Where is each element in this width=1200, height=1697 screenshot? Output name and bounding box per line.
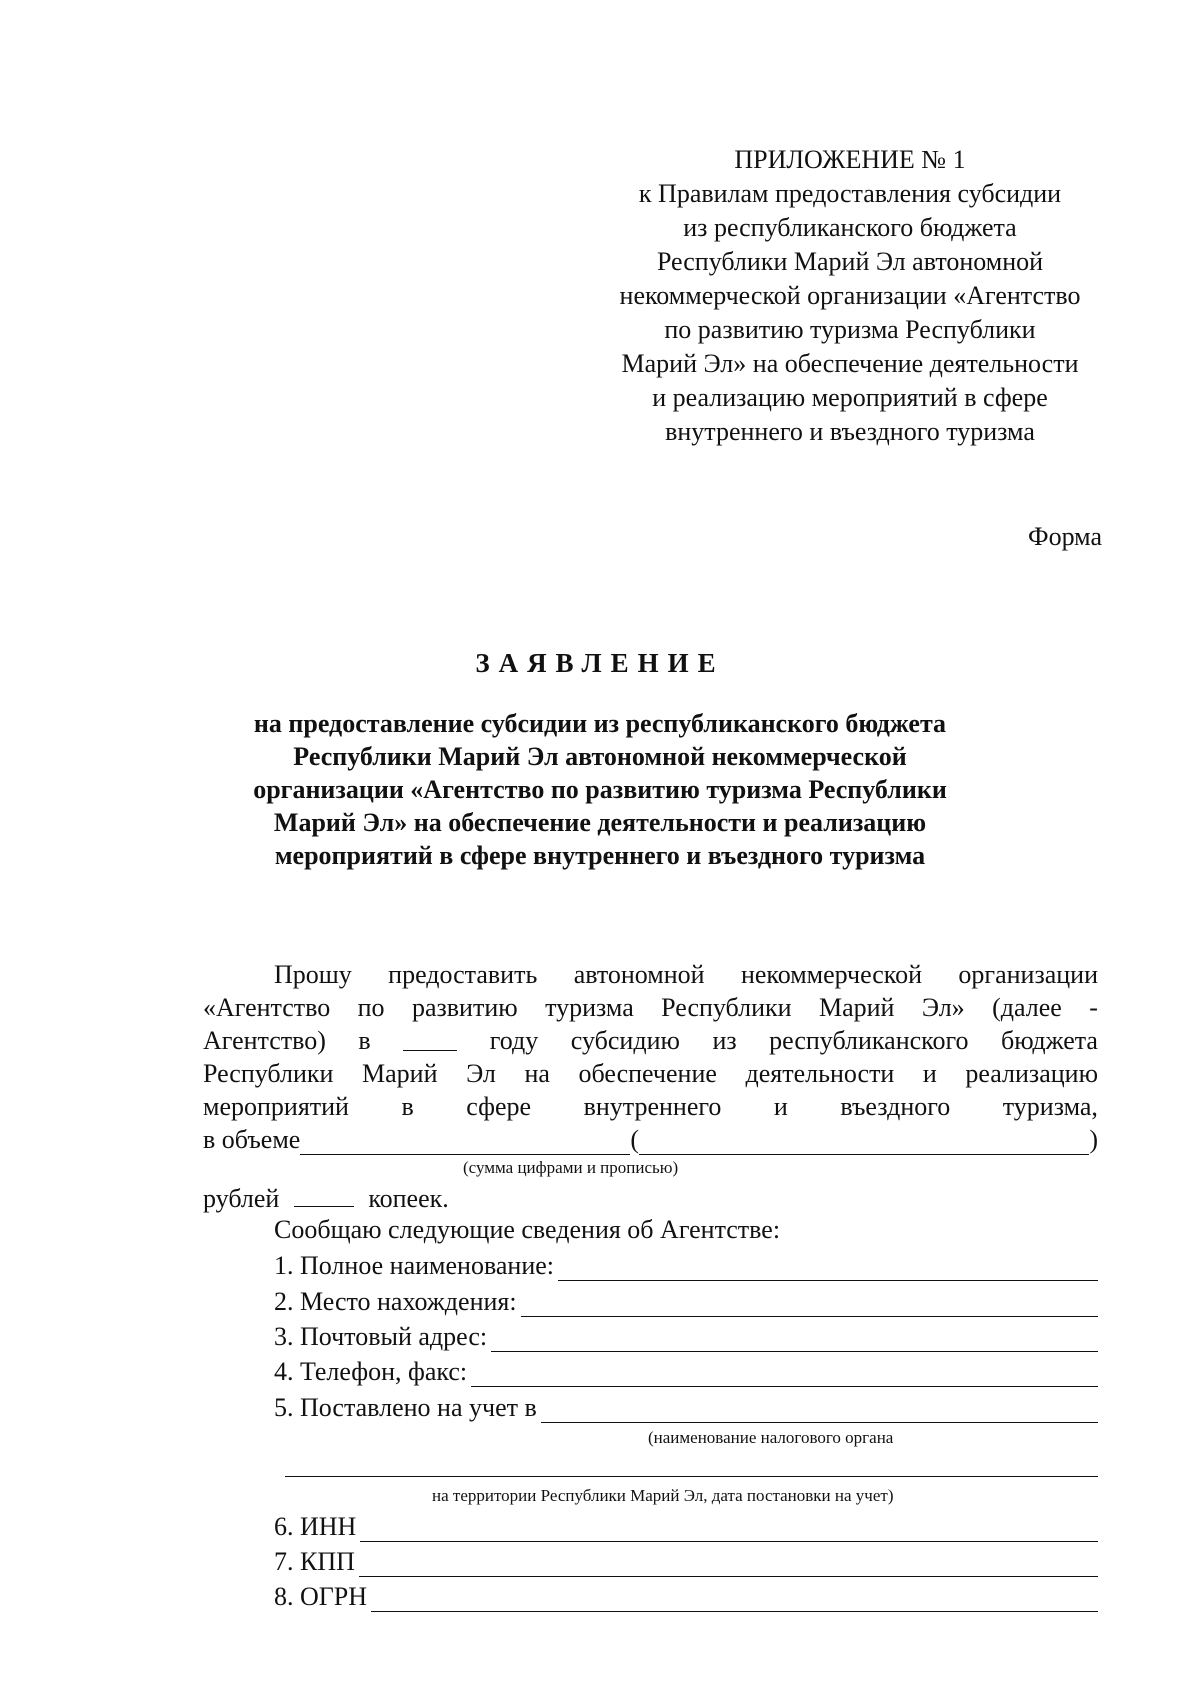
body-word: туризма, bbox=[1002, 1092, 1098, 1121]
body-word: Агентство) bbox=[203, 1026, 326, 1055]
subtitle-line: на предоставление субсидии из республиканского бюджета bbox=[253, 709, 947, 738]
subtitle-line: Марий Эл» на обеспечение деятельности и реализацию bbox=[273, 808, 927, 837]
rubles-line bbox=[203, 1182, 1098, 1214]
field-inn bbox=[274, 1512, 1098, 1542]
body-line-4 bbox=[203, 1059, 1098, 1089]
subtitle-line: организации «Агентство по развитию туризма Республики bbox=[253, 775, 947, 804]
field-label: 8. ОГРН bbox=[274, 1582, 368, 1611]
body-word: реализацию bbox=[965, 1059, 1098, 1088]
document-subtitle bbox=[200, 707, 1000, 872]
field-label: 4. Телефон, факс: bbox=[274, 1357, 468, 1386]
phone-fax-input[interactable] bbox=[471, 1360, 1098, 1387]
volume-line bbox=[203, 1125, 1098, 1155]
body-word: Прошу bbox=[274, 960, 352, 989]
appendix-line: Республики Марий Эл автономной bbox=[656, 247, 1044, 276]
body-word: некоммерческой bbox=[740, 960, 923, 989]
field-label: 6. ИНН bbox=[274, 1512, 357, 1541]
body-line-5 bbox=[203, 1092, 1098, 1122]
body-word: автономной bbox=[573, 960, 705, 989]
body-word: в bbox=[358, 1026, 371, 1055]
field-ogrn bbox=[274, 1582, 1098, 1612]
body-word: по bbox=[357, 993, 385, 1022]
body-word: организации bbox=[958, 960, 1098, 989]
body-word: Республики bbox=[203, 1059, 334, 1088]
appendix-line: некоммерческой организации «Агентство bbox=[619, 281, 1081, 310]
kpp-input[interactable] bbox=[359, 1550, 1098, 1577]
ogrn-input[interactable] bbox=[371, 1585, 1098, 1612]
appendix-line: Марий Эл» на обеспечение деятельности bbox=[621, 349, 1079, 378]
body-line-2 bbox=[203, 993, 1098, 1023]
body-word: Марий bbox=[818, 993, 895, 1022]
rubles-label: рублей bbox=[203, 1184, 280, 1213]
body-word: туризма bbox=[545, 993, 634, 1022]
field-label: 2. Место нахождения: bbox=[274, 1287, 517, 1316]
subtitle-line: мероприятий в сфере внутреннего и въездного туризма bbox=[274, 841, 926, 870]
body-word: республиканского bbox=[769, 1026, 969, 1055]
kopecks-blank[interactable] bbox=[294, 1182, 354, 1207]
volume-label: в объеме bbox=[203, 1125, 301, 1154]
tax-authority-input[interactable] bbox=[541, 1396, 1098, 1423]
body-word: субсидию bbox=[570, 1026, 680, 1055]
body-word: (далее bbox=[992, 993, 1062, 1022]
body-word: в bbox=[401, 1092, 414, 1121]
sum-digits-field[interactable] bbox=[300, 1128, 630, 1155]
field-phone-fax bbox=[274, 1357, 1098, 1387]
body-word: деятельности bbox=[745, 1059, 895, 1088]
body-word: Марий bbox=[362, 1059, 438, 1088]
body-word: сфере bbox=[466, 1092, 532, 1121]
tax-caption-2: на территории Республики Марий Эл, дата постановки на учет) bbox=[432, 1486, 894, 1505]
appendix-line: к Правилам предоставления субсидии bbox=[638, 179, 1062, 208]
body-word: и bbox=[773, 1092, 788, 1121]
body-word: Республики bbox=[661, 993, 792, 1022]
field-label: 3. Почтовый адрес: bbox=[274, 1322, 488, 1351]
field-postal-address bbox=[274, 1322, 1098, 1352]
sum-caption: (сумма цифрами и прописью) bbox=[463, 1158, 679, 1177]
body-word: на bbox=[524, 1059, 550, 1088]
appendix-line: ПРИЛОЖЕНИЕ № 1 bbox=[734, 145, 966, 174]
body-word: бюджета bbox=[1001, 1026, 1098, 1055]
body-word: Эл» bbox=[921, 993, 965, 1022]
appendix-header bbox=[600, 143, 1100, 449]
postal-address-input[interactable] bbox=[491, 1325, 1098, 1352]
field-label: 5. Поставлено на учет в bbox=[274, 1393, 537, 1422]
body-word: из bbox=[712, 1026, 737, 1055]
year-blank[interactable] bbox=[403, 1026, 457, 1051]
inn-input[interactable] bbox=[360, 1515, 1098, 1542]
field-full-name bbox=[274, 1251, 1098, 1281]
body-word: внутреннего bbox=[583, 1092, 722, 1121]
body-word: году bbox=[489, 1026, 539, 1055]
body-word: въездного bbox=[840, 1092, 951, 1121]
field-location bbox=[274, 1287, 1098, 1317]
body-word: мероприятий bbox=[203, 1092, 349, 1121]
body-line-1 bbox=[274, 960, 1098, 990]
body-word: - bbox=[1089, 993, 1098, 1022]
form-label: Форма bbox=[1028, 522, 1102, 551]
body-word: «Агентство bbox=[203, 993, 331, 1022]
subtitle-line: Республики Марий Эл автономной некоммерческой bbox=[293, 742, 907, 771]
body-word: обеспечение bbox=[578, 1059, 717, 1088]
appendix-line: внутреннего и въездного туризма bbox=[665, 417, 1035, 446]
info-intro: Сообщаю следующие сведения об Агентстве: bbox=[274, 1215, 781, 1244]
body-word: Эл bbox=[466, 1059, 496, 1088]
sum-words-field[interactable] bbox=[639, 1128, 1089, 1155]
field-kpp bbox=[274, 1547, 1098, 1577]
appendix-line: из республиканского бюджета bbox=[683, 213, 1017, 242]
body-line-3 bbox=[203, 1026, 1098, 1056]
field-label: 1. Полное наименование: bbox=[274, 1251, 555, 1280]
body-word: развитию bbox=[411, 993, 518, 1022]
close-paren: ) bbox=[1089, 1125, 1098, 1154]
document-title: ЗАЯВЛЕНИЕ bbox=[475, 648, 725, 678]
tax-caption-1: (наименование налогового органа bbox=[648, 1428, 894, 1447]
body-word: предоставить bbox=[388, 960, 538, 989]
appendix-line: по развитию туризма Республики bbox=[664, 315, 1036, 344]
appendix-line: и реализацию мероприятий в сфере bbox=[652, 383, 1048, 412]
kopecks-label: копеек. bbox=[368, 1184, 449, 1213]
field-registered-at bbox=[274, 1393, 1098, 1423]
full-name-input[interactable] bbox=[558, 1254, 1098, 1281]
location-input[interactable] bbox=[521, 1290, 1098, 1317]
tax-authority-line-2[interactable] bbox=[285, 1476, 1098, 1477]
field-label: 7. КПП bbox=[274, 1547, 355, 1576]
body-word: и bbox=[922, 1059, 937, 1088]
open-paren: ( bbox=[630, 1125, 640, 1154]
